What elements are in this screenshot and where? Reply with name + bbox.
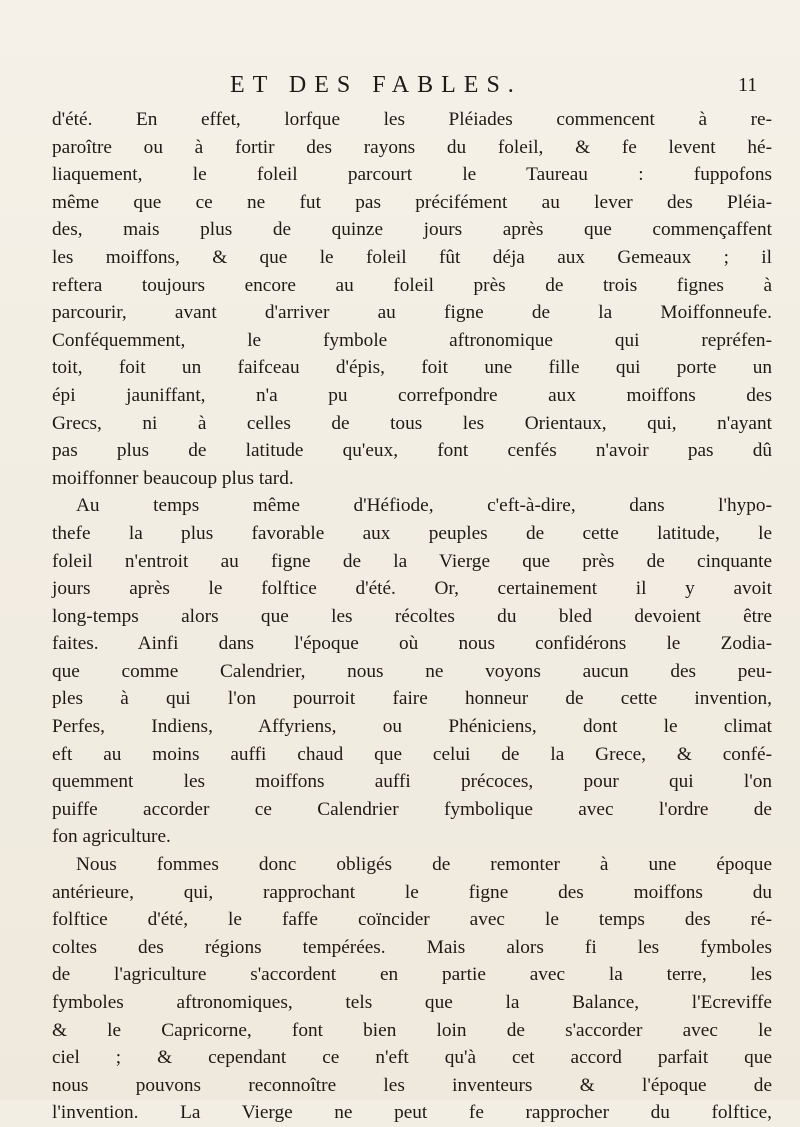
text-line: & le Capricorne, font bien loin de s'accorder avec le [52,1019,772,1041]
text-line: des, mais plus de quinze jours après que commençaffent [52,219,772,241]
text-line: paroître ou à fortir des rayons du foleil, & fe levent hé- [52,136,772,158]
body-text [52,106,772,1127]
text-line: Au temps même d'Héfiode, c'eft-à-dire, dans l'hypo- [76,495,772,517]
text-line: thefe la plus favorable aux peuples de cette latitude, le [52,522,772,544]
text-line: moiffonner beaucoup plus tard. [52,467,294,489]
text-line: de l'agriculture s'accordent en partie avec la terre, les [52,964,772,986]
text-line: coltes des régions tempérées. Mais alors fi les fymboles [52,936,772,958]
text-line: que comme Calendrier, nous ne voyons aucun des peu- [52,660,772,682]
text-line: fon agriculture. [52,826,171,848]
text-line: d'été. En effet, lorfque les Pléiades commencent à re- [52,109,772,130]
text-line: Nous fommes donc obligés de remonter à une époque [76,854,772,876]
text-line: antérieure, qui, rapprochant le figne des moiffons du [52,881,772,903]
text-line: quemment les moiffons auffi précoces, pour qui l'on [52,771,772,793]
text-line: reftera toujours encore au foleil près de trois fignes à [52,274,772,296]
text-line: liaquement, le foleil parcourt le Taureau : fuppofons [52,164,772,186]
text-line: parcourir, avant d'arriver au figne de la Moiffonneufe. [52,302,772,324]
running-head [0,72,800,104]
text-line: l'invention. La Vierge ne peut fe rapprocher du folftice, [52,1102,772,1124]
text-line: folftice d'été, le faffe coïncider avec le temps des ré- [52,909,772,931]
running-title: ET DES FABLES. [230,72,522,98]
text-line: Perfes, Indiens, Affyriens, ou Phéniciens, dont le climat [52,716,772,738]
text-line: foleil n'entroit au figne de la Vierge que près de cinquante [52,550,772,572]
text-line: pas plus de latitude qu'eux, font cenfés n'avoir pas dû [52,440,772,462]
text-line: puiffe accorder ce Calendrier fymbolique avec l'ordre de [52,798,772,820]
text-line: nous pouvons reconnoître les inventeurs & l'époque de [52,1074,772,1096]
text-line: même que ce ne fut pas précifément au lever des Pléia- [52,191,772,213]
text-line: jours après le folftice d'été. Or, certainement il y avoit [52,578,772,600]
text-line: faites. Ainfi dans l'époque où nous confidérons le Zodia- [52,633,772,655]
text-line: les moiffons, & que le foleil fût déja aux Gemeaux ; il [52,246,772,268]
text-line: ples à qui l'on pourroit faire honneur de cette invention, [52,688,772,710]
text-line: ciel ; & cependant ce n'eft qu'à cet accord parfait que [52,1047,772,1069]
text-line: épi jauniffant, n'a pu correfpondre aux moiffons des [52,384,772,406]
page-number: 11 [738,74,758,96]
text-line: toit, foit un faifceau d'épis, foit une fille qui porte un [52,357,772,379]
text-line: Conféquemment, le fymbole aftronomique qui repréfen- [52,329,772,351]
text-line: eft au moins auffi chaud que celui de la Grece, & confé- [52,743,772,765]
text-line: fymboles aftronomiques, tels que la Balance, l'Ecreviffe [52,992,772,1013]
text-line: Grecs, ni à celles de tous les Orientaux, qui, n'ayant [52,412,772,434]
text-line: long-temps alors que les récoltes du bled devoient être [52,605,772,627]
